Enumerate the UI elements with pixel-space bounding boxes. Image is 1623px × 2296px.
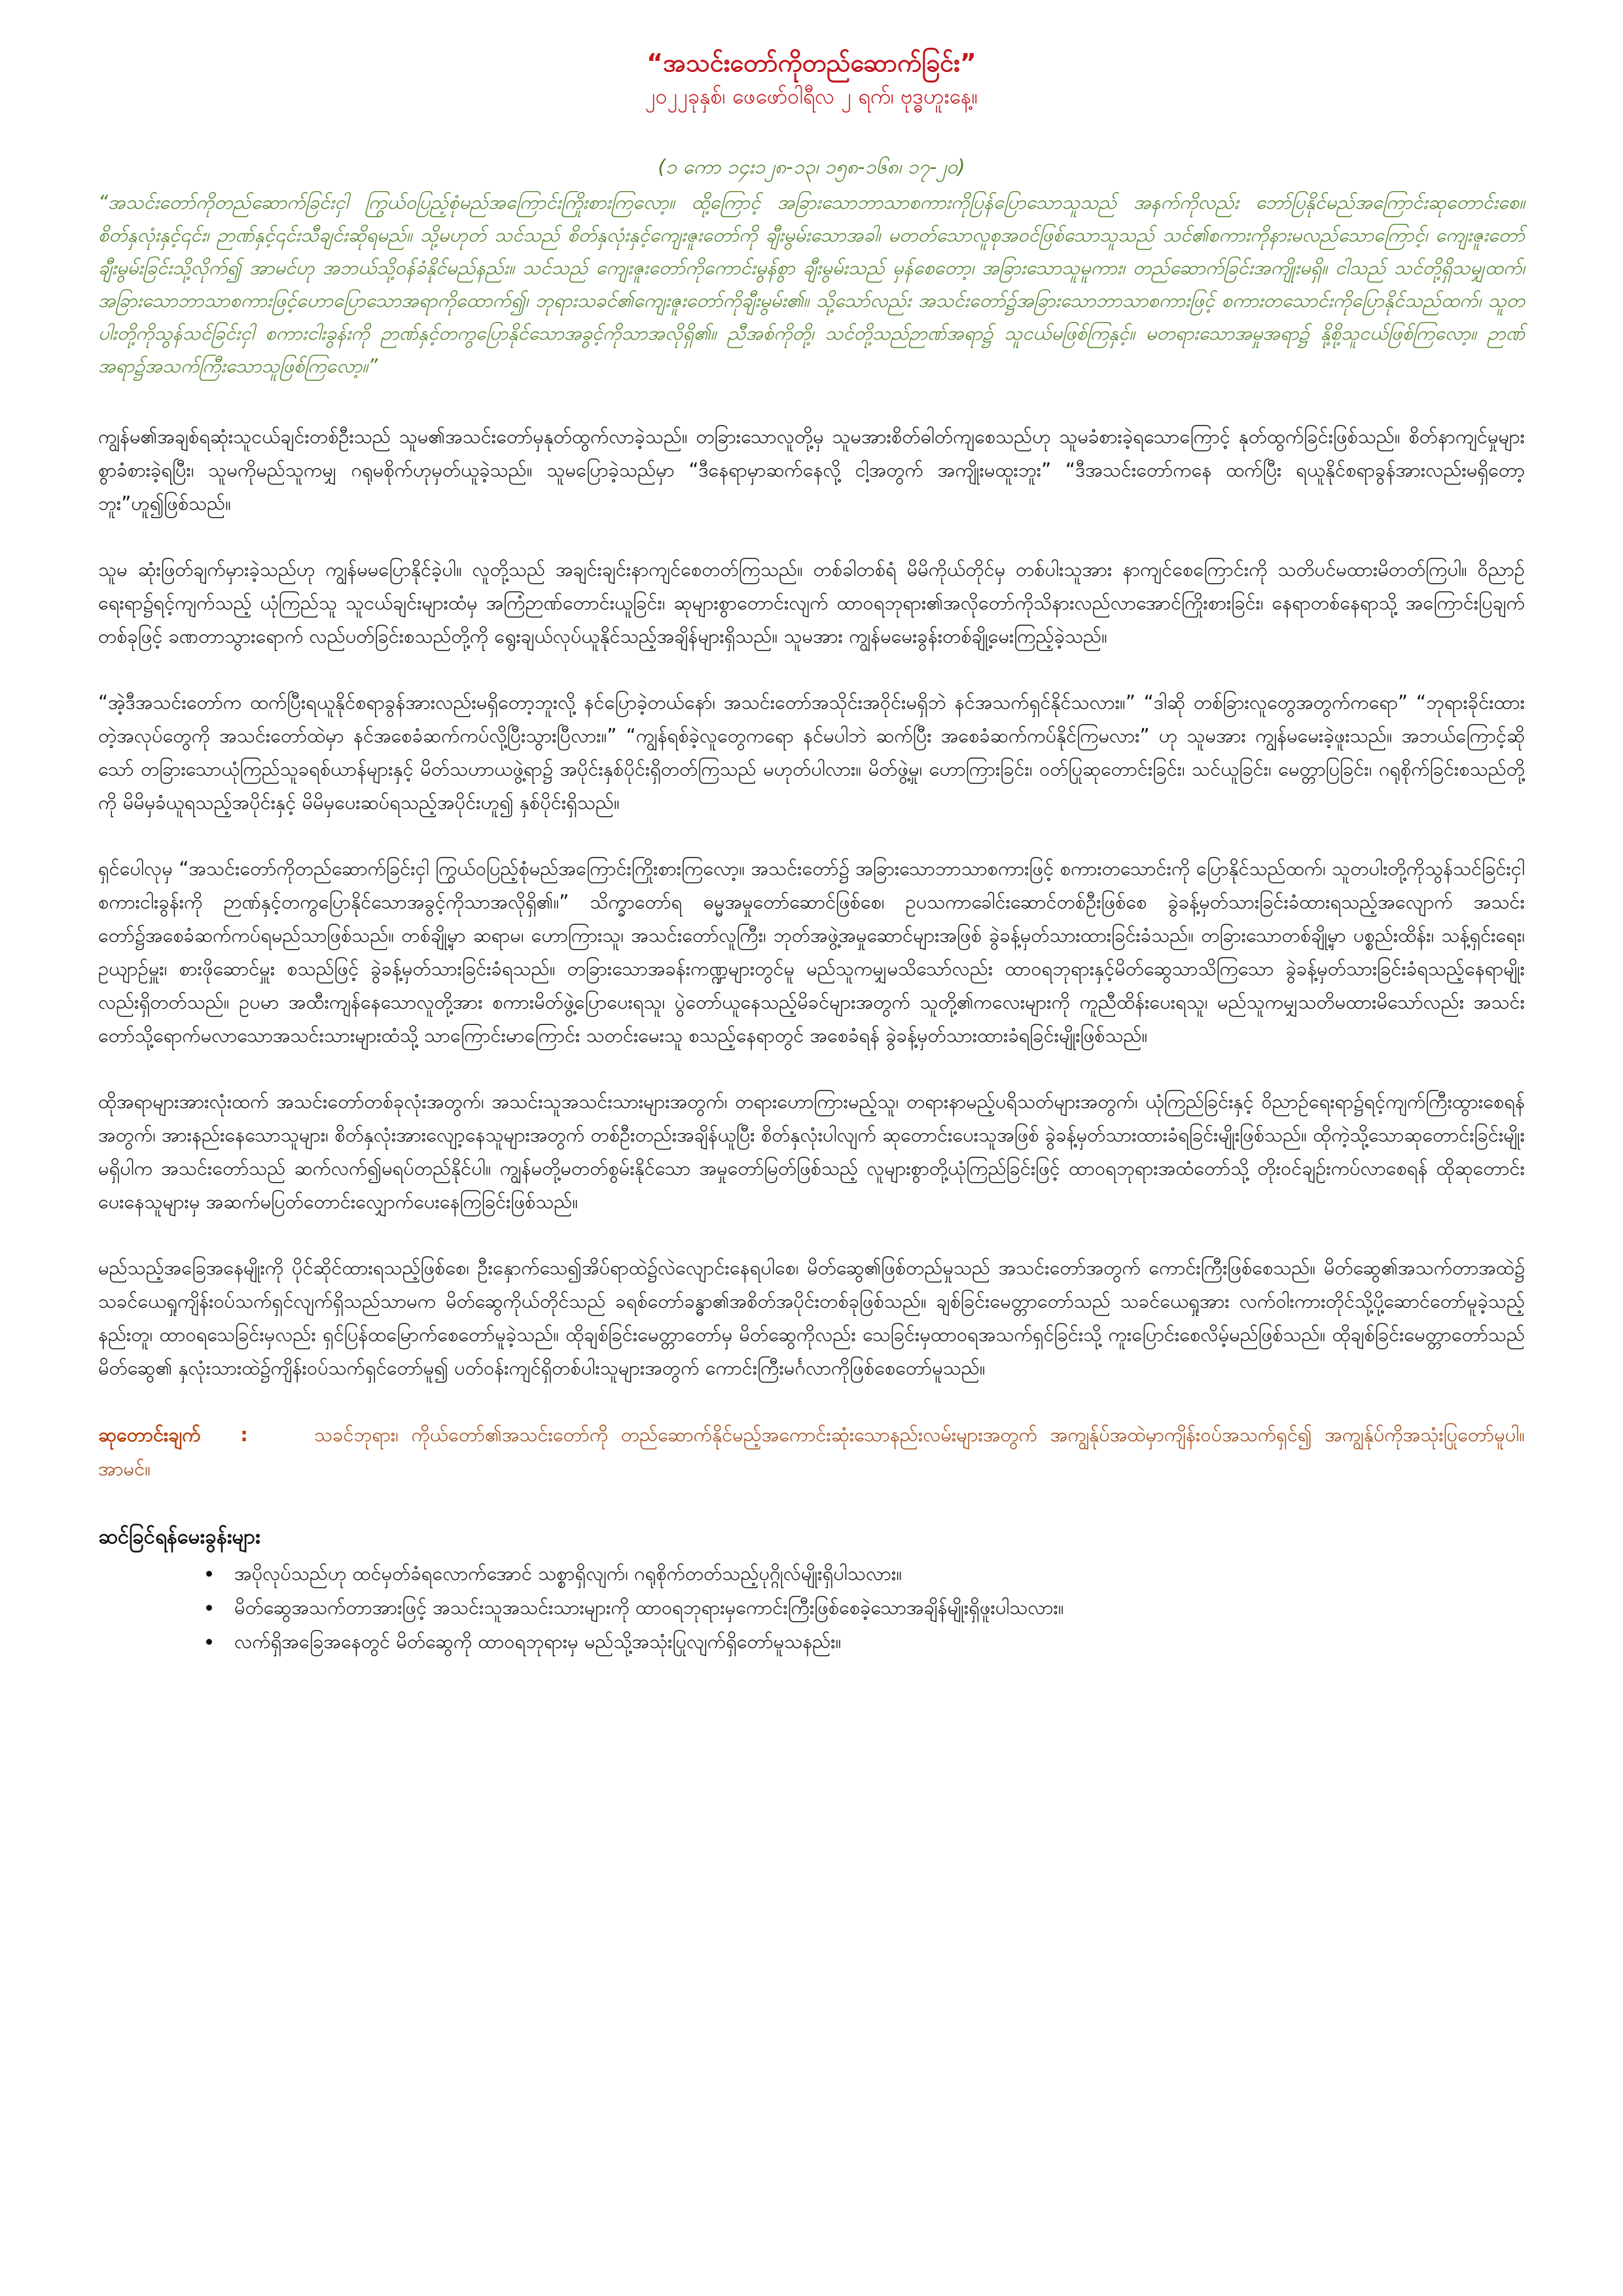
body-paragraph: “အဲ့ဒီအသင်းတော်က ထက်ပြီးရယူနိုင်စရာခွန်အားလည်းမရှိတော့ဘူးလို့ နင်ပြောခဲ့တယ်နော်၊ အသင်းတော်အသိုင်းအဝိုင်းမရှိဘဲ နင်အသက်ရှင်နိုင်သလား။” “ဒါဆို တစ်ခြားလူတွေအတွက်ကရော” “ဘုရားခိုင်းထားတဲ့အလုပ်တွေကို အသင်းတော်ထဲမှာ နင်အစေခံဆက်ကပ်လို့ပြီးသွားပြီလား။” “ကျွန်ရစ်ခဲ့လူတွေကရော နင်မပါဘဲ ဆက်ပြီး အစေခံဆက်ကပ်နိုင်ကြမလား” ဟု သူမအား ကျွန်မမေးခဲ့ဖူးသည်။ အဘယ်ကြောင့်ဆိုသော် တခြားသောယုံကြည်သူခရစ်ယာန်များနှင့် မိတ်သဟာယဖွဲ့ရာ၌ အပိုင်းနှစ်ပိုင်းရှိတတ်ကြသည် မဟုတ်ပါလား။ မိတ်ဖွဲ့မှု၊ ဟောကြားခြင်း၊ ဝတ်ပြုဆုတောင်းခြင်း၊ သင်ယူခြင်း၊ မေတ္တာပြခြင်း၊ ဂရုစိုက်ခြင်းစသည်တို့ကို မိမိမှခံယူရသည့်အပိုင်းနှင့် မိမိမှပေးဆပ်ရသည့်အပိုင်းဟူ၍ နှစ်ပိုင်းရှိသည်။ xyxy=(98,691,1525,814)
question-item: • လက်ရှိအခြေအနေတွင် မိတ်ဆွေကို ထာဝရဘုရားမှ မည်သို့အသုံးပြုလျက်ရှိတော်မူသနည်း။ xyxy=(223,1624,1525,1659)
body-paragraph: ထိုအရာများအားလုံးထက် အသင်းတော်တစ်ခုလုံးအတွက်၊ အသင်းသူအသင်းသားများအတွက်၊ တရားဟောကြားမည့်သူ၊ တရားနာမည့်ပရိသတ်များအတွက်၊ ယုံကြည်ခြင်းနှင့် ဝိညာဉ်ရေးရာ၌ရင့်ကျက်ကြီးထွားစေရန်အတွက်၊ အားနည်းနေသောသူများ၊ စိတ်နှလုံးအားလျော့နေသူများအတွက် တစ်ဦးတည်းအချိန်ယူပြီး စိတ်နှလုံးပါလျက် ဆုတောင်းပေးသူအဖြစ် ခွဲခန့်မှတ်သားထားခံရခြင်းမျိုးဖြစ်သည်။ ထိုကဲ့သို့သောဆုတောင်းခြင်းမျိုးမရှိပါက အသင်းတော်သည် ဆက်လက်၍မရပ်တည်နိုင်ပါ။ ကျွန်မတို့မတတ်စွမ်းနိုင်သော အမှုတော်မြတ်ဖြစ်သည့် လူများစွာတို့ယုံကြည်ခြင်းဖြင့် ထာဝရဘုရားအထံတော်သို့ တိုးဝင်ချဉ်းကပ်လာစေရန် ထိုဆုတောင်းပေးနေသူများမှ အဆက်မပြတ်တောင်းလျှောက်ပေးနေကြခြင်းဖြစ်သည်။ xyxy=(98,1090,1525,1213)
prayer-text: သခင်ဘုရား၊ ကိုယ်တော်၏အသင်းတော်ကို တည်ဆောက်နိုင်မည့်အကောင်းဆုံးသောနည်းလမ်းများအတွက် အကျွန်ုပ်အထဲမှာကျိန်းဝပ်အသက်ရှင်၍ အကျွန်ုပ်ကိုအသုံးပြုတော်မူပါ။ အာမင်။ xyxy=(98,1424,1525,1480)
scripture-reference: (၁ ကော ၁၄း၁၂၈-၁၃၊ ၁၅၈-၁၆၈၊ ၁၇-၂၀) xyxy=(658,156,965,179)
body-paragraph: ရှင်ပေါလုမှ “အသင်းတော်ကိုတည်ဆောက်ခြင်းငှါ ကြွယ်ဝပြည့်စုံမည်အကြောင်းကြိုးစားကြလော့။ အသင်းတော်၌ အခြားသောဘာသာစကားဖြင့် စကားတသောင်းကို ပြောနိုင်သည်ထက်၊ သူတပါးတို့ကိုသွန်သင်ခြင်းငှါ စကားငါးခွန်းကို ဉာဏ်နှင့်တကွပြောနိုင်သောအခွင့်ကိုသာအလိုရှိ၏။” သိက္ခာတော်ရ ဓမ္မအမှုတော်ဆောင်ဖြစ်စေ၊ ဥပသကာခေါင်းဆောင်တစ်ဦးဖြစ်စေ ခွဲခန့်မှတ်သားခြင်းခံထားရသည့်အလျောက် အသင်းတော်၌အစေခံဆက်ကပ်ရမည်သာဖြစ်သည်။ တစ်ချို့မှာ ဆရာမ၊ ဟောကြားသူ၊ အသင်းတော်လူကြီး၊ ဘုတ်အဖွဲ့အမှုဆောင်များအဖြစ် ခွဲခန့်မှတ်သားထားခြင်းခံသည်။ တခြားသောတစ်ချို့မှာ ပစ္စည်းထိန်း၊ သန့်ရှင်းရေး၊ ဥယျာဉ်မှူး၊ စားဖိုဆောင်မှူး စသည်ဖြင့် ခွဲခန့်မှတ်သားခြင်းခံရသည်။ တခြားသောအခန်းကဏ္ဍများတွင်မူ မည်သူကမျှမသိသော်လည်း ထာဝရဘုရားနှင့်မိတ်ဆွေသာသိကြသော ခွဲခန့်မှတ်သားခြင်းခံရသည့်နေရာမျိုးလည်းရှိတတ်သည်။ ဥပမာ အထီးကျန်နေသောလူတို့အား စကားမိတ်ဖွဲ့ပြောပေးရသူ၊ ပွဲတော်ယူနေသည့်မိခင်များအတွက် သူတို့၏ကလေးများကို ကူညီထိန်းပေးရသူ၊ မည်သူကမျှသတိမထားမိသော်လည်း အသင်းတော်သို့ရောက်မလာသောအသင်းသားများထံသို့ သာကြောင်းမာကြောင်း သတင်းမေးသူ စသည့်နေရာတွင် အစေခံရန် ခွဲခန့်မှတ်သားထားခံရခြင်းမျိုးဖြစ်သည်။ xyxy=(98,857,1525,1047)
date-line: ၂၀၂၂ခုနှစ်၊ ဖေဖော်ဝါရီလ ၂ ရက်၊ ဗုဒ္ဓဟူးနေ့။ xyxy=(645,84,978,109)
prayer-block xyxy=(98,1418,1525,1486)
scripture-passage: “အသင်းတော်ကိုတည်ဆောက်ခြင်းငှါ ကြွယ်ဝပြည့်စုံမည်အကြောင်းကြိုးစားကြလော့။ ထို့ကြောင့် အခြားသောဘာသာစကားကိုပြန်ပြောသောသူသည် အနက်ကိုလည်း ဘော်ပြနိုင်မည်အကြောင်းဆုတောင်းစေ။ စိတ်နှလုံးနှင့်၎င်း၊ ဉာဏ်နှင့်၎င်းသီချင်းဆိုရမည်။ သို့မဟုတ် သင်သည် စိတ်နှလုံးနှင့်ကျေးဇူးတော်ကို ချီးမွမ်းသောအခါ၊ မတတ်သောလူစုအဝင်ဖြစ်သောသူသည် သင်၏စကားကိုနားမလည်သောကြောင့်၊ ကျေးဇူးတော်ချီးမွမ်းခြင်းသို့လိုက်၍ အာမင်ဟု အဘယ်သို့ဝန်ခံနိုင်မည်နည်း။ သင်သည် ကျေးဇူးတော်ကိုကောင်းမွန်စွာ ချီးမွမ်းသည် မှန်စေတော့၊ အခြားသောသူမူကား၊ တည်ဆောက်ခြင်းအကျိုးမရှိ။ ငါသည် သင်တို့ရှိသမျှထက်၊ အခြားသောဘာသာစကားဖြင့်ဟောပြောသောအရာကိုထောက်၍၊ ဘုရားသခင်၏ကျေးဇူးတော်ကိုချီးမွမ်း၏။ သို့သော်လည်း အသင်းတော်၌အခြားသောဘာသာစကားဖြင့် စကားတသောင်းကိုပြောနိုင်သည်ထက်၊ သူတပါးတို့ကိုသွန်သင်ခြင်းငှါ စကားငါးခွန်းကို ဉာဏ်နှင့်တကွပြောနိုင်သောအခွင့်ကိုသာအလိုရှိ၏။ ညီအစ်ကိုတို့၊ သင်တို့သည်ဉာဏ်အရာ၌ သူငယ်မဖြစ်ကြနှင့်။ မတရားသောအမှုအရာ၌ နို့စို့သူငယ်ဖြစ်ကြလော့။ ဉာဏ်အရာ၌အသက်ကြီးသောသူဖြစ်ကြလော့။” xyxy=(98,191,1525,377)
body-paragraph: မည်သည့်အခြေအနေမျိုးကို ပိုင်ဆိုင်ထားရသည့်ဖြစ်စေ၊ ဦးနှောက်သေ၍အိပ်ရာထဲ၌လဲလျောင်းနေရပါစေ၊ မိတ်ဆွေ၏ဖြစ်တည်မှုသည် အသင်းတော်အတွက် ကောင်းကြီးဖြစ်စေသည်။ မိတ်ဆွေ၏အသက်တာအထဲ၌ သခင်ယေရှုကျိန်းဝပ်သက်ရှင်လျက်ရှိသည်သာမက မိတ်ဆွေကိုယ်တိုင်သည် ခရစ်တော်ခန္ဓာ၏အစိတ်အပိုင်းတစ်ခုဖြစ်သည်။ ချစ်ခြင်းမေတ္တာတော်သည် သခင်ယေရှုအား လက်ဝါးကားတိုင်သို့ပို့ဆောင်တော်မူခဲ့သည့်နည်းတူ၊ ထာဝရသေခြင်းမှလည်း ရှင်ပြန်ထမြောက်စေတော်မူခဲ့သည်။ ထိုချစ်ခြင်းမေတ္တာတော်မှ မိတ်ဆွေကိုလည်း သေခြင်းမှထာဝရအသက်ရှင်ခြင်းသို့ ကူးပြောင်းစေလိမ့်မည်ဖြစ်သည်။ ထိုချစ်ခြင်းမေတ္တာတော်သည် မိတ်ဆွေ၏ နှလုံးသားထဲ၌ကျိန်းဝပ်သက်ရှင်တော်မူ၍ ပတ်ဝန်းကျင်ရှိတစ်ပါးသူများအတွက် ကောင်းကြီးမင်္ဂလာကိုဖြစ်စေတော်မူသည်။ xyxy=(98,1257,1525,1379)
question-item: • အပိုလုပ်သည်ဟု ထင်မှတ်ခံရလောက်အောင် သစ္စာရှိလျက်၊ ဂရုစိုက်တတ်သည့်ပုဂ္ဂိုလ်မျိုးရှိပါသလား။ xyxy=(223,1556,1525,1590)
prayer-label-separator: : xyxy=(240,1424,248,1446)
question-item: • မိတ်ဆွေအသက်တာအားဖြင့် အသင်းသူအသင်းသားများကို ထာဝရဘုရားမှကောင်းကြီးဖြစ်စေခဲ့သောအချိန်မျိုးရှိဖူးပါသလား။ xyxy=(223,1590,1525,1624)
page-title: “အသင်းတော်ကိုတည်ဆောက်ခြင်း” xyxy=(647,48,976,77)
questions-title: ဆင်ခြင်ရန်မေးခွန်းများ xyxy=(98,1525,260,1549)
body-paragraph: သူမ ဆုံးဖြတ်ချက်မှားခဲ့သည်ဟု ကျွန်မမပြောနိုင်ခဲ့ပါ။ လူတို့သည် အချင်းချင်းနာကျင်စေတတ်ကြသည်။ တစ်ခါတစ်ရံ မိမိကိုယ်တိုင်မှ တစ်ပါးသူအား နာကျင်စေကြောင်းကို သတိပင်မထားမိတတ်ကြပါ။ ဝိညာဉ်ရေးရာ၌ရင့်ကျက်သည့် ယုံကြည်သူ သူငယ်ချင်းများထံမှ အကြံဉာဏ်တောင်းယူခြင်း၊ ဆုများစွာတောင်းလျက် ထာဝရဘုရား၏အလိုတော်ကိုသိနားလည်လာအောင်ကြိုးစားခြင်း၊ နေရာတစ်နေရာသို့ အကြောင်းပြချက်တစ်ခုဖြင့် ခဏတာသွားရောက် လည်ပတ်ခြင်းစသည်တို့ကို ရွေးချယ်လုပ်ယူနိုင်သည့်အချိန်များရှိသည်။ သူမအား ကျွန်မမေးခွန်းတစ်ချို့မေးကြည့်ခဲ့သည်။ xyxy=(98,558,1525,647)
questions-list xyxy=(98,1556,1525,1659)
body-text xyxy=(98,420,1525,1385)
prayer-label xyxy=(98,1418,314,1452)
body-paragraph: ကျွန်မ၏အချစ်ရဆုံးသူငယ်ချင်းတစ်ဦးသည် သူမ၏အသင်းတော်မှနုတ်ထွက်လာခဲ့သည်။ တခြားသောလူတို့မှ သူမအားစိတ်ဓါတ်ကျစေသည်ဟု သူမခံစားခဲ့ရသောကြောင့် နုတ်ထွက်ခြင်းဖြစ်သည်။ စိတ်နာကျင်မှုများစွာခံစားခဲ့ရပြီး၊ သူမကိုမည်သူကမျှ ဂရုမစိုက်ဟုမှတ်ယူခဲ့သည်။ သူမပြောခဲ့သည်မှာ “ဒီနေရာမှာဆက်နေလို့ ငါ့အတွက် အကျိုးမထူးဘူး” “ဒီအသင်းတော်ကနေ ထက်ပြီး ရယူနိုင်စရာခွန်အားလည်းမရှိတော့ဘူး”ဟူ၍ဖြစ်သည်။ xyxy=(98,425,1525,514)
prayer-label-text: ဆုတောင်းချက် xyxy=(98,1424,201,1446)
